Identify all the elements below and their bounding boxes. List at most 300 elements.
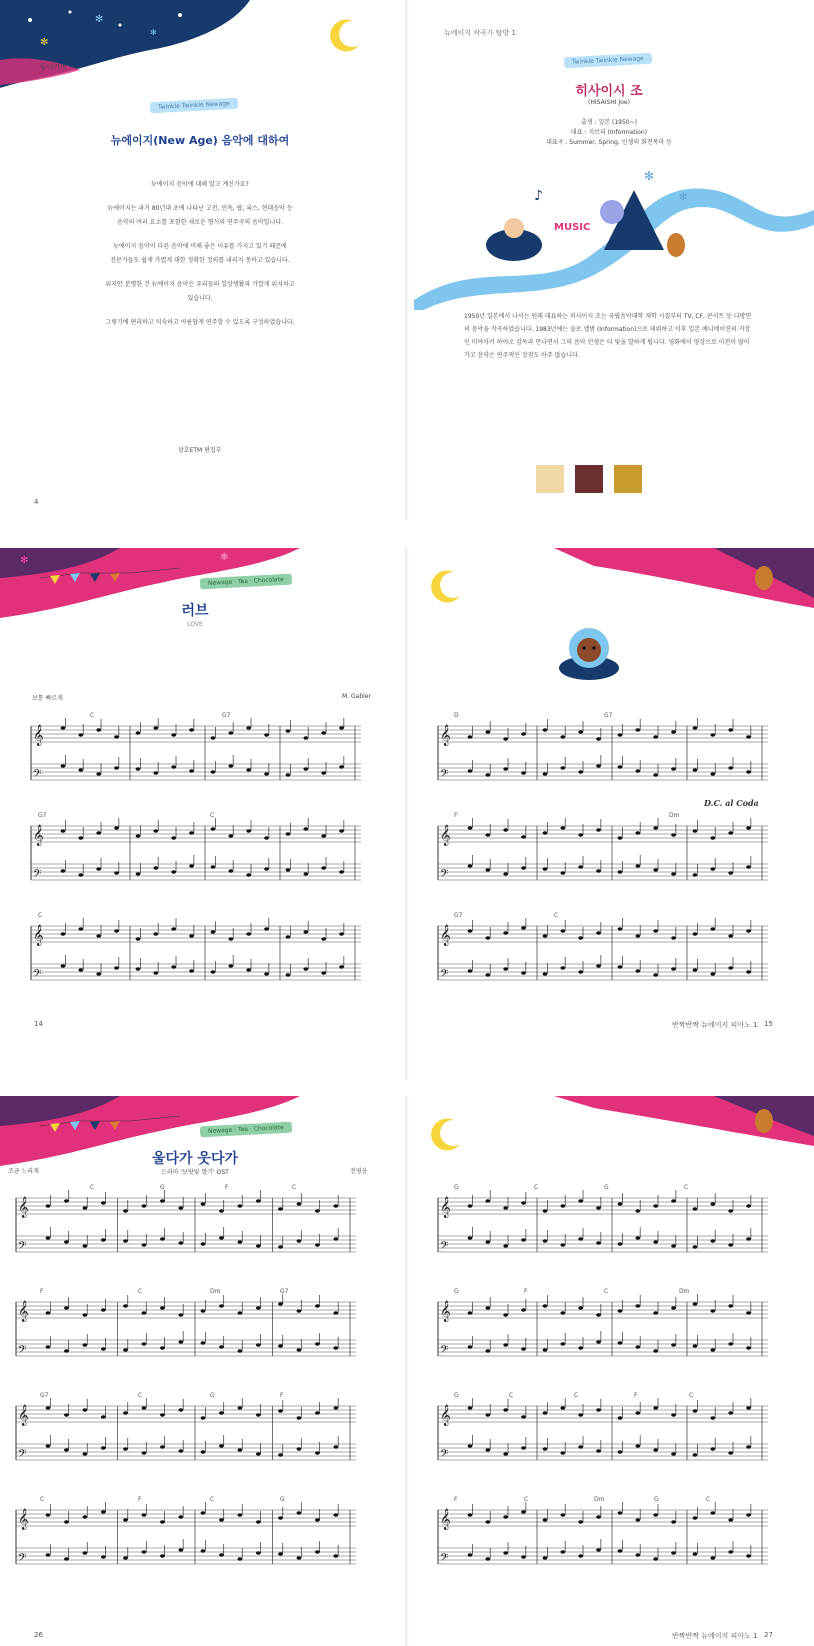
note-head xyxy=(160,1520,165,1523)
note-head xyxy=(485,1199,490,1202)
note-head xyxy=(503,767,508,770)
chord-symbol: C xyxy=(574,1392,579,1399)
note-head xyxy=(618,927,623,930)
note-head xyxy=(238,1204,243,1207)
note-head xyxy=(693,1409,698,1412)
bass-clef: 𝄢 xyxy=(440,1448,449,1463)
note-head xyxy=(671,730,676,733)
meta-line: 출생 : 일본 (1950~) xyxy=(581,119,637,126)
note-head xyxy=(297,1556,302,1559)
bass-clef: 𝄢 xyxy=(440,1344,449,1359)
note-head xyxy=(201,1450,206,1453)
score-system-2 xyxy=(25,818,365,898)
note-head xyxy=(578,1520,583,1523)
note-head xyxy=(578,865,583,868)
note-head xyxy=(123,1348,128,1351)
note-head xyxy=(468,1444,473,1447)
running-footer: 반짝반짝 뉴에이지 피아노 1 xyxy=(672,1021,758,1029)
note-head xyxy=(114,826,119,829)
note-head xyxy=(746,1554,751,1557)
note-head xyxy=(746,1346,751,1349)
note-head xyxy=(485,1413,490,1416)
note-head xyxy=(710,836,715,839)
note-head xyxy=(211,736,216,739)
note-head xyxy=(46,1444,51,1447)
note-head xyxy=(653,1513,658,1516)
note-head xyxy=(61,829,66,832)
note-head xyxy=(171,733,176,736)
note-head xyxy=(46,1345,51,1348)
note-head xyxy=(171,765,176,768)
section-banner: Newage · Tea · Chocolate xyxy=(200,574,292,590)
note-head xyxy=(123,1304,128,1307)
note-head xyxy=(114,871,119,874)
chord-symbol: G7 xyxy=(222,712,231,719)
note-head xyxy=(114,735,119,738)
note-head xyxy=(653,973,658,976)
note-head xyxy=(123,1556,128,1559)
song-subtitle: LOVE xyxy=(187,621,203,628)
note-head xyxy=(578,730,583,733)
note-head xyxy=(238,1240,243,1243)
note-head xyxy=(635,1304,640,1307)
note-head xyxy=(693,1453,698,1456)
note-head xyxy=(278,1552,283,1555)
chord-symbol: G xyxy=(160,1184,165,1191)
note-head xyxy=(485,1349,490,1352)
note-head xyxy=(264,972,269,975)
note-head xyxy=(746,826,751,829)
note-head xyxy=(339,932,344,935)
bass-clef: 𝄢 xyxy=(18,1240,27,1255)
note-head xyxy=(521,1238,526,1241)
note-head xyxy=(543,1239,548,1242)
note-head xyxy=(543,1209,548,1212)
chord-symbol: G xyxy=(604,1184,609,1191)
corner-label: 들어가며 xyxy=(40,63,68,71)
note-head xyxy=(228,869,233,872)
note-head xyxy=(64,1349,69,1352)
note-head xyxy=(153,971,158,974)
treble-clef: 𝄞 xyxy=(18,1197,29,1218)
note-head xyxy=(710,1511,715,1514)
note-head xyxy=(178,1515,183,1518)
note-head xyxy=(635,969,640,972)
note-head xyxy=(521,732,526,735)
note-head xyxy=(303,967,308,970)
note-head xyxy=(178,1548,183,1551)
chord-symbol: F xyxy=(138,1496,142,1503)
note-head xyxy=(178,1206,183,1209)
section-banner: Twinkle Twinkle Newage xyxy=(150,98,238,114)
note-head xyxy=(171,870,176,873)
note-head xyxy=(635,1345,640,1348)
chord-symbol: G7 xyxy=(40,1392,49,1399)
note-head xyxy=(246,829,251,832)
note-head xyxy=(278,1302,283,1305)
note-head xyxy=(278,1344,283,1347)
note-head xyxy=(178,1449,183,1452)
note-head xyxy=(503,872,508,875)
note-head xyxy=(728,1518,733,1521)
note-head xyxy=(746,735,751,738)
note-head xyxy=(503,1206,508,1209)
chord-symbol: C xyxy=(524,1496,529,1503)
chord-symbol: F xyxy=(454,812,458,819)
note-head xyxy=(503,1244,508,1247)
bass-clef: 𝄢 xyxy=(440,968,449,983)
note-head xyxy=(653,826,658,829)
note-head xyxy=(560,1513,565,1516)
note-head xyxy=(264,867,269,870)
note-head xyxy=(578,833,583,836)
note-head xyxy=(83,1343,88,1346)
note-head xyxy=(101,1308,106,1311)
treble-clef: 𝄞 xyxy=(440,1197,451,1218)
note-head xyxy=(136,937,141,940)
note-head xyxy=(246,968,251,971)
note-head xyxy=(710,1239,715,1242)
note-head xyxy=(543,1556,548,1559)
note-head xyxy=(710,772,715,775)
running-head: 뉴에이지 작곡가 탐방 1 xyxy=(444,29,516,37)
note-head xyxy=(635,1553,640,1556)
note-head xyxy=(746,1406,751,1409)
note-head xyxy=(596,931,601,934)
bass-clef: 𝄢 xyxy=(18,1552,27,1567)
running-footer: 반짝반짝 뉴에이지 피아노 1 xyxy=(672,1632,758,1640)
note-head xyxy=(264,836,269,839)
note-head xyxy=(96,867,101,870)
note-head xyxy=(339,726,344,729)
note-head xyxy=(521,1347,526,1350)
note-head xyxy=(503,1515,508,1518)
note-head xyxy=(64,1240,69,1243)
note-head xyxy=(635,831,640,834)
note-head xyxy=(521,1415,526,1418)
note-head xyxy=(618,870,623,873)
score-system-1 xyxy=(25,718,365,798)
note-head xyxy=(297,1416,302,1419)
note-head xyxy=(286,832,291,835)
note-head xyxy=(297,1447,302,1450)
chord-symbol: C xyxy=(706,1496,711,1503)
chord-symbol: Dm xyxy=(679,1288,690,1295)
svg-text:✻: ✻ xyxy=(40,37,49,48)
note-head xyxy=(142,1451,147,1454)
note-head xyxy=(710,1309,715,1312)
page-number: 15 xyxy=(764,1020,773,1028)
note-head xyxy=(246,932,251,935)
note-head xyxy=(671,1452,676,1455)
note-head xyxy=(653,1406,658,1409)
note-head xyxy=(64,1306,69,1309)
page-intro-right xyxy=(414,0,814,520)
intro-body xyxy=(70,178,330,340)
note-head xyxy=(468,1236,473,1239)
note-head xyxy=(710,1416,715,1419)
note-head xyxy=(693,1516,698,1519)
note-head xyxy=(728,1342,733,1345)
note-head xyxy=(153,932,158,935)
note-head xyxy=(618,1416,623,1419)
bass-clef: 𝄢 xyxy=(18,1344,27,1359)
note-head xyxy=(256,1343,261,1346)
signature: 삼호ETM 편집부 xyxy=(178,447,222,454)
note-head xyxy=(543,1411,548,1414)
note-head xyxy=(468,969,473,972)
svg-text:♪: ♪ xyxy=(534,188,543,204)
paragraph: 뉴에이지 음악이 다른 음악에 비해 좋은 이유를 가지고 있기 때문에 전문가들도 쉽게 가볍게 대한 정확한 정의를 내리지 못하고 있습니다. xyxy=(110,243,290,264)
note-head xyxy=(618,1202,623,1205)
note-head xyxy=(596,1313,601,1316)
note-head xyxy=(303,767,308,770)
note-head xyxy=(189,864,194,867)
treble-clef: 𝄞 xyxy=(18,1301,29,1322)
meta-line: 대표곡 : Summer, Spring, 인생의 회전목마 등 xyxy=(546,139,672,146)
note-head xyxy=(596,1449,601,1452)
note-head xyxy=(333,1204,338,1207)
note-head xyxy=(671,872,676,875)
spread-cry-laugh xyxy=(0,1096,814,1646)
note-head xyxy=(64,1199,69,1202)
note-head xyxy=(297,1511,302,1514)
music-illustration xyxy=(414,150,814,310)
svg-text:✻: ✻ xyxy=(679,192,688,203)
note-head xyxy=(485,1240,490,1243)
note-head xyxy=(201,1242,206,1245)
score-system-2 xyxy=(432,818,772,898)
note-head xyxy=(123,1239,128,1242)
note-head xyxy=(136,834,141,837)
page-love-left xyxy=(0,548,400,1080)
note-head xyxy=(578,1413,583,1416)
chord-symbol: G xyxy=(654,1496,659,1503)
note-head xyxy=(339,829,344,832)
note-head xyxy=(211,970,216,973)
treble-clef: 𝄞 xyxy=(440,925,451,946)
note-head xyxy=(219,1345,224,1348)
note-head xyxy=(256,1413,261,1416)
treble-clef: 𝄞 xyxy=(440,1405,451,1426)
note-head xyxy=(746,1311,751,1314)
meta-line: 대표 : 지브리 (Information) xyxy=(570,129,648,136)
note-head xyxy=(160,1445,165,1448)
score-system-2 xyxy=(432,1294,772,1374)
chord-symbol: G7 xyxy=(38,812,47,819)
chord-symbol: C xyxy=(38,912,43,919)
note-head xyxy=(578,1346,583,1349)
note-head xyxy=(142,1342,147,1345)
note-head xyxy=(278,1453,283,1456)
note-head xyxy=(136,731,141,734)
treble-clef: 𝄞 xyxy=(33,925,44,946)
spread-intro xyxy=(0,0,814,520)
note-head xyxy=(123,1518,128,1521)
note-head xyxy=(503,1452,508,1455)
note-head xyxy=(256,1199,261,1202)
note-head xyxy=(635,934,640,937)
note-head xyxy=(521,971,526,974)
note-head xyxy=(46,1204,51,1207)
note-head xyxy=(61,964,66,967)
note-head xyxy=(238,1557,243,1560)
note-head xyxy=(256,1244,261,1247)
note-head xyxy=(136,767,141,770)
note-head xyxy=(485,1448,490,1451)
note-head xyxy=(618,1450,623,1453)
section-banner: Twinkle Twinkle Newage xyxy=(564,53,652,69)
note-head xyxy=(578,1199,583,1202)
note-head xyxy=(710,1348,715,1351)
note-head xyxy=(728,1550,733,1553)
note-head xyxy=(101,1415,106,1418)
note-head xyxy=(315,1304,320,1307)
note-head xyxy=(521,1201,526,1204)
note-head xyxy=(246,726,251,729)
note-head xyxy=(256,1520,261,1523)
note-head xyxy=(560,871,565,874)
note-head xyxy=(256,1551,261,1554)
note-head xyxy=(503,737,508,740)
note-head xyxy=(521,866,526,869)
note-head xyxy=(61,869,66,872)
score-system-1 xyxy=(432,1190,772,1270)
note-head xyxy=(201,1202,206,1205)
note-head xyxy=(142,1406,147,1409)
note-head xyxy=(315,1451,320,1454)
page-song-right xyxy=(414,1096,814,1646)
chord-symbol: F xyxy=(40,1288,44,1295)
note-head xyxy=(543,728,548,731)
chord-symbol: G xyxy=(280,1496,285,1503)
note-head xyxy=(693,829,698,832)
note-head xyxy=(219,1236,224,1239)
composer-credit: 진영웅 xyxy=(350,1168,368,1175)
note-head xyxy=(286,868,291,871)
composer-meta xyxy=(514,118,704,148)
note-head xyxy=(746,929,751,932)
note-head xyxy=(238,1513,243,1516)
chord-symbol: Dm xyxy=(669,812,680,819)
note-head xyxy=(468,1406,473,1409)
note-head xyxy=(189,831,194,834)
note-head xyxy=(160,1199,165,1202)
note-head xyxy=(596,1515,601,1518)
note-head xyxy=(693,1245,698,1248)
chord-symbol: G7 xyxy=(280,1288,289,1295)
note-head xyxy=(153,829,158,832)
score-system-4 xyxy=(10,1502,360,1582)
note-head xyxy=(278,1207,283,1210)
note-head xyxy=(653,1204,658,1207)
chord-symbol: Dm xyxy=(594,1496,605,1503)
note-head xyxy=(671,1343,676,1346)
note-head xyxy=(178,1313,183,1316)
note-head xyxy=(228,731,233,734)
note-head xyxy=(728,1304,733,1307)
note-head xyxy=(468,1345,473,1348)
note-head xyxy=(521,1446,526,1449)
note-head xyxy=(238,1406,243,1409)
note-head xyxy=(596,1408,601,1411)
note-head xyxy=(746,770,751,773)
note-head xyxy=(264,733,269,736)
note-head xyxy=(333,1311,338,1314)
note-head xyxy=(671,1520,676,1523)
note-head xyxy=(468,1204,473,1207)
note-head xyxy=(543,1518,548,1521)
treble-clef: 𝄞 xyxy=(440,1301,451,1322)
note-head xyxy=(671,967,676,970)
note-head xyxy=(560,735,565,738)
note-head xyxy=(693,1302,698,1305)
note-head xyxy=(201,1341,206,1344)
score-system-3 xyxy=(432,918,772,998)
note-head xyxy=(160,1306,165,1309)
note-head xyxy=(83,1452,88,1455)
note-head xyxy=(560,1550,565,1553)
note-head xyxy=(596,764,601,767)
bass-clef: 𝄢 xyxy=(18,1448,27,1463)
note-head xyxy=(618,733,623,736)
note-head xyxy=(485,833,490,836)
note-head xyxy=(303,930,308,933)
note-head xyxy=(653,1448,658,1451)
note-head xyxy=(560,1342,565,1345)
composer-bio: 1950년 일본에서 나서는 원래 대표하는 히사이시 조는 국립음악대학 재학 시절부터 TV, CF, 콘서트 등 다방면의 음악을 작곡하였습니다. 1983년에는 솔로 앨범 (Information)으로 데뷔하고 이후 일본 애니메이션의 거장인 미야자키 하야오 감독과 만나면서 그의 음악 인생은 더 빛을 발하게 됩니다. 영화에서 영상으로 이전이 많이 가고 음악은 연주적인 장점도 아주 많습니다. xyxy=(464,313,752,359)
note-head xyxy=(710,972,715,975)
note-head xyxy=(485,730,490,733)
note-head xyxy=(596,869,601,872)
note-head xyxy=(728,766,733,769)
note-head xyxy=(503,1408,508,1411)
note-head xyxy=(543,934,548,937)
bear-spaceship-icon xyxy=(554,618,624,688)
note-head xyxy=(560,826,565,829)
tempo-marking: 조금 느리게 xyxy=(8,1168,39,1175)
note-head xyxy=(618,1309,623,1312)
note-head xyxy=(201,1309,206,1312)
note-head xyxy=(246,873,251,876)
chord-symbol: D xyxy=(454,712,459,719)
note-head xyxy=(264,772,269,775)
note-head xyxy=(315,1411,320,1414)
note-head xyxy=(96,772,101,775)
note-head xyxy=(160,1554,165,1557)
note-head xyxy=(485,1557,490,1560)
note-head xyxy=(297,1202,302,1205)
note-head xyxy=(83,1244,88,1247)
note-head xyxy=(153,771,158,774)
note-head xyxy=(468,826,473,829)
treble-clef: 𝄞 xyxy=(18,1509,29,1530)
bass-clef: 𝄢 xyxy=(440,1240,449,1255)
note-head xyxy=(189,728,194,731)
note-head xyxy=(64,1413,69,1416)
note-head xyxy=(635,769,640,772)
chord-symbol: C xyxy=(604,1288,609,1295)
chord-symbol: C xyxy=(90,712,95,719)
note-head xyxy=(246,768,251,771)
chord-symbol: C xyxy=(138,1288,143,1295)
bass-clef: 𝄢 xyxy=(440,868,449,883)
svg-text:✻: ✻ xyxy=(220,552,229,563)
note-head xyxy=(653,773,658,776)
chord-symbol: F xyxy=(454,1496,458,1503)
note-head xyxy=(64,1448,69,1451)
note-head xyxy=(297,1309,302,1312)
